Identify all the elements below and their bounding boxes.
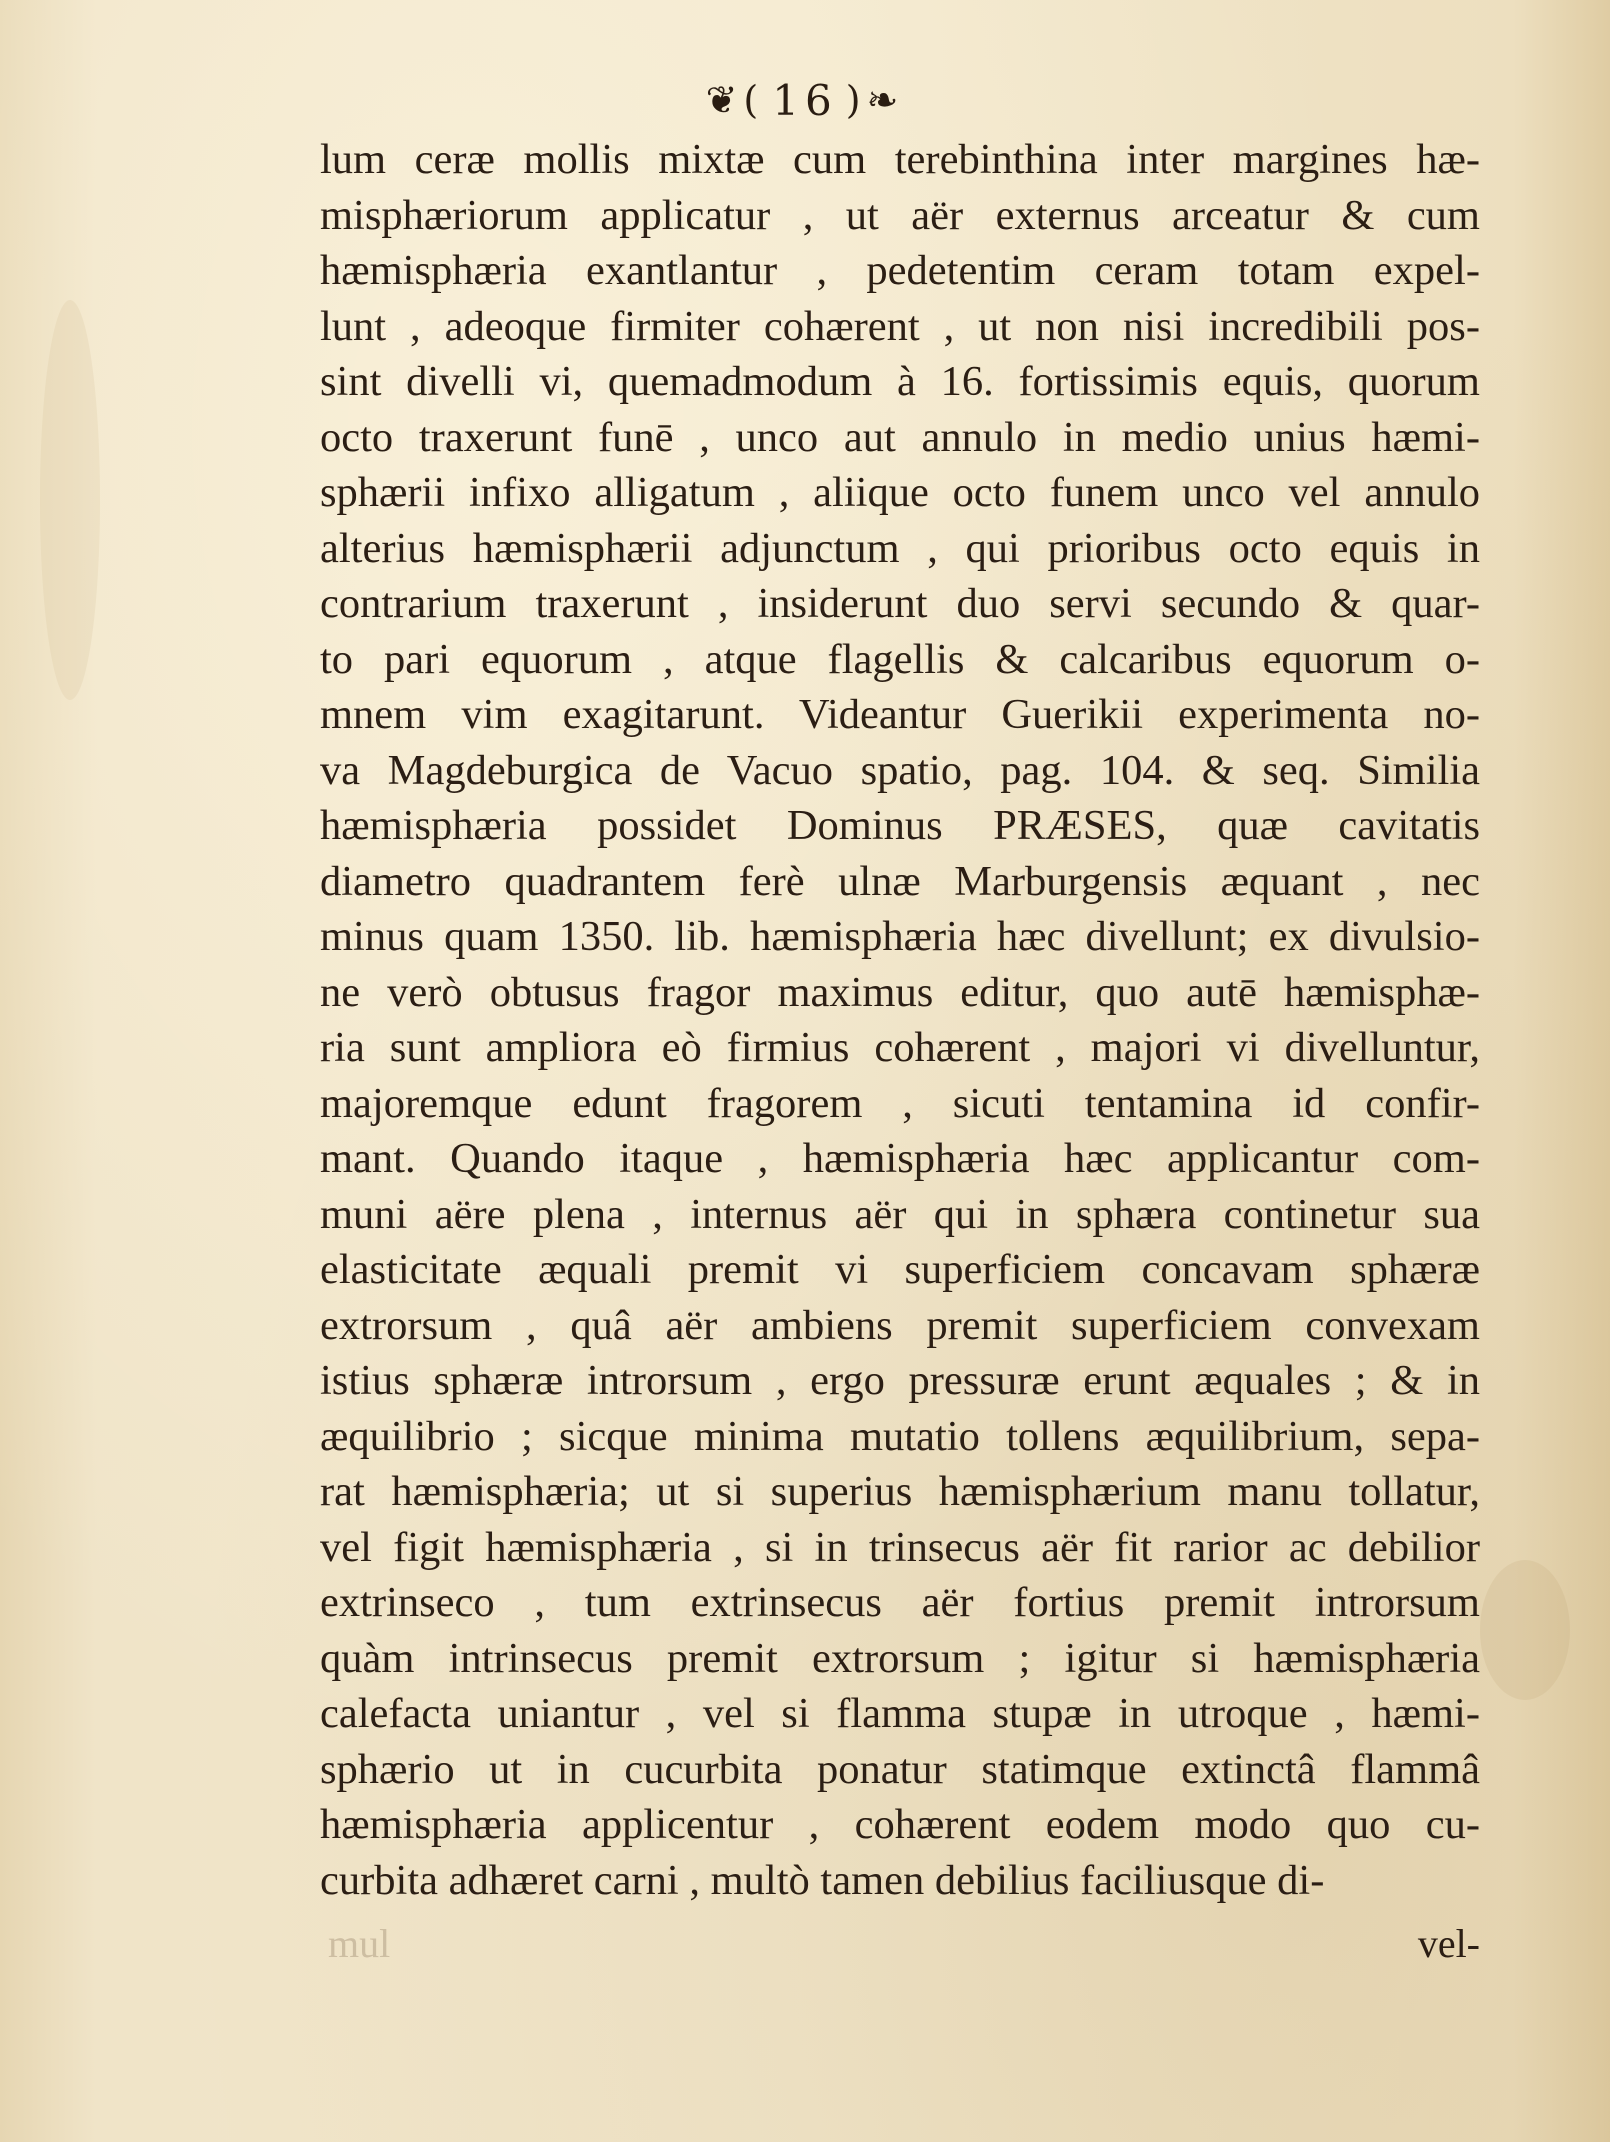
text-line: misphæriorum applicatur , ut aër externus arceatur & cum — [320, 191, 1480, 239]
text-line: sphærio ut in cucurbita ponatur statimque extinctâ flammâ — [320, 1745, 1480, 1793]
catchword: vel- — [1417, 1921, 1480, 1966]
text-line: istius sphæræ introrsum , ergo pressuræ erunt æquales ; & in — [320, 1357, 1480, 1404]
text-line: extrorsum , quâ aër ambiens premit superficiem convexam — [320, 1301, 1480, 1349]
text-line: muni aëre plena , internus aër qui in sphæra continetur sua — [320, 1190, 1480, 1238]
ornament-right-icon: )❧ — [845, 78, 905, 122]
text-line: mnem vim exagitarunt. Videantur Guerikii experimenta no- — [320, 691, 1480, 738]
page-number: 16 — [772, 75, 838, 125]
text-line: quàm intrinsecus premit extrorsum ; igitur si hæmisphæria — [320, 1634, 1480, 1682]
text-line: lum ceræ mollis mixtæ cum terebinthina inter margines hæ- — [320, 136, 1480, 183]
text-line: calefacta uniantur , vel si flamma stupæ in utroque , hæmi- — [320, 1690, 1480, 1737]
text-line: ria sunt ampliora eò firmius cohærent , majori vi divelluntur, — [320, 1024, 1480, 1071]
text-line: ne verò obtusus fragor maximus editur, quo autē hæmisphæ- — [320, 968, 1480, 1016]
body-text — [320, 132, 1480, 1908]
text-line: octo traxerunt funē , unco aut annulo in medio unius hæmi- — [320, 413, 1480, 461]
text-line: to pari equorum , atque flagellis & calcaribus equorum o- — [320, 635, 1480, 683]
text-line: hæmisphæria applicentur , cohærent eodem modo quo cu- — [320, 1801, 1480, 1848]
text-line: alterius hæmisphærii adjunctum , qui prioribus octo equis in — [320, 524, 1480, 572]
text-line: majoremque edunt fragorem , sicuti tentamina id confir- — [320, 1079, 1480, 1127]
text-line: va Magdeburgica de Vacuo spatio, pag. 104. & seq. Similia — [320, 746, 1480, 794]
text-line: sphærii infixo alligatum , aliique octo funem unco vel annulo — [320, 469, 1480, 516]
page-header — [0, 72, 1610, 125]
paper-stain — [40, 300, 100, 700]
text-line: diametro quadrantem ferè ulnæ Marburgensis æquant , nec — [320, 857, 1480, 905]
ornament-left-icon: ❦( — [705, 78, 765, 122]
text-line: curbita adhæret carni , multò tamen debilius faciliusque di- — [320, 1856, 1325, 1904]
paper-stain — [1480, 1560, 1570, 1700]
bleed-through-text: mul — [328, 1921, 391, 1966]
text-line: lunt , adeoque firmiter cohærent , ut non nisi incredibili pos- — [320, 302, 1480, 350]
text-line: vel figit hæmisphæria , si in trinsecus aër fit rarior ac debilior — [320, 1523, 1480, 1571]
text-line: hæmisphæria exantlantur , pedetentim ceram totam expel- — [320, 247, 1480, 294]
text-line: contrarium traxerunt , insiderunt duo servi secundo & quar- — [320, 580, 1480, 627]
text-line: sint divelli vi, quemadmodum à 16. fortissimis equis, quorum — [320, 358, 1480, 405]
text-line: extrinseco , tum extrinsecus aër fortius premit introrsum — [320, 1579, 1480, 1626]
text-line: elasticitate æquali premit vi superficiem concavam sphæræ — [320, 1246, 1480, 1293]
text-line: æquilibrio ; sicque minima mutatio tollens æquilibrium, sepa- — [320, 1412, 1480, 1460]
page-footer — [320, 1916, 1480, 1972]
text-line: rat hæmisphæria; ut si superius hæmisphærium manu tollatur, — [320, 1468, 1480, 1515]
text-line: hæmisphæria possidet Dominus PRÆSES, quæ cavitatis — [320, 802, 1480, 849]
text-line: mant. Quando itaque , hæmisphæria hæc applicantur com- — [320, 1135, 1480, 1182]
text-line: minus quam 1350. lib. hæmisphæria hæc divellunt; ex divulsio- — [320, 913, 1480, 960]
